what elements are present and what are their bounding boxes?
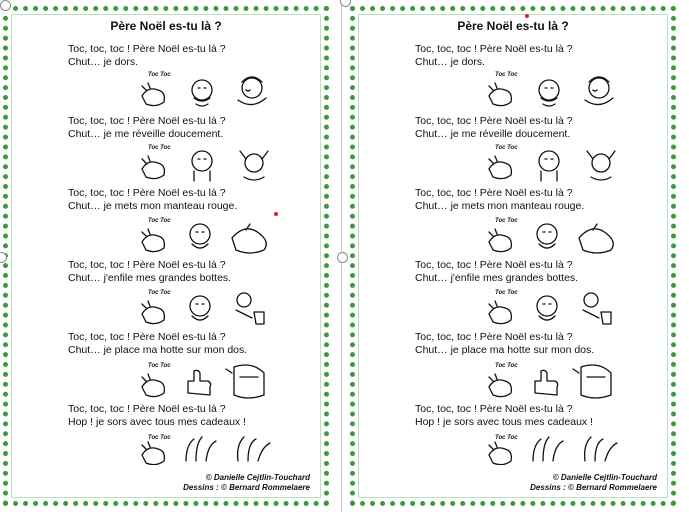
verse-2-knock: Toc, toc, toc ! Père Noël es-tu là ? bbox=[68, 115, 226, 127]
presents-santa-drawing bbox=[136, 431, 276, 465]
credits-drawings: Dessins : © Bernard Rommelaere bbox=[530, 483, 657, 492]
verse-4-illustration bbox=[136, 286, 276, 333]
verse-5-illustration bbox=[136, 359, 276, 406]
page-title: Père Noël es-tu là ? bbox=[457, 19, 569, 33]
boots-santa-drawing bbox=[483, 286, 623, 328]
toc-toc-label: Toc Toc bbox=[495, 435, 518, 441]
credits-author: © Danielle Cejtlin-Touchard bbox=[552, 473, 657, 482]
presents-santa-drawing bbox=[483, 431, 623, 465]
sack-santa-drawing bbox=[136, 359, 276, 401]
verse-5-reply: Chut… je place ma hotte sur mon dos. bbox=[415, 344, 595, 356]
verse-3-illustration bbox=[136, 214, 276, 261]
verse-3-reply: Chut… je mets mon manteau rouge. bbox=[68, 200, 238, 212]
toc-toc-label: Toc Toc bbox=[495, 363, 518, 369]
credits-author: © Danielle Cejtlin-Touchard bbox=[205, 473, 310, 482]
verse-6-illustration bbox=[483, 431, 623, 470]
verse-3-knock: Toc, toc, toc ! Père Noël es-tu là ? bbox=[68, 187, 226, 199]
red-marker-dot bbox=[525, 14, 529, 18]
verse-5-knock: Toc, toc, toc ! Père Noël es-tu là ? bbox=[415, 331, 573, 343]
verse-1-knock: Toc, toc, toc ! Père Noël es-tu là ? bbox=[68, 43, 226, 55]
toc-toc-label: Toc Toc bbox=[495, 218, 518, 224]
credits-drawings: Dessins : © Bernard Rommelaere bbox=[183, 483, 310, 492]
credits bbox=[183, 473, 310, 493]
red-marker-dot bbox=[274, 212, 278, 216]
verse-5-reply: Chut… je place ma hotte sur mon dos. bbox=[68, 344, 248, 356]
verse-6-reply: Hop ! je sors avec tous mes cadeaux ! bbox=[68, 416, 247, 428]
verse-4-reply: Chut… j'enfile mes grandes bottes. bbox=[68, 272, 232, 284]
page-title: Père Noël es-tu là ? bbox=[110, 19, 222, 33]
sleeping-santa-drawing bbox=[136, 68, 276, 110]
coat-santa-drawing bbox=[136, 214, 276, 256]
verse-1-reply: Chut… je dors. bbox=[415, 56, 486, 68]
toc-toc-label: Toc Toc bbox=[148, 218, 171, 224]
verse-1-illustration bbox=[483, 68, 623, 115]
verse-3-illustration bbox=[483, 214, 623, 261]
waking-santa-drawing bbox=[136, 141, 276, 183]
resize-handle-top-left[interactable] bbox=[0, 0, 11, 11]
credits bbox=[530, 473, 657, 493]
verse-5-knock: Toc, toc, toc ! Père Noël es-tu là ? bbox=[68, 331, 226, 343]
toc-toc-label: Toc Toc bbox=[148, 72, 171, 78]
worksheet-page-right[interactable] bbox=[350, 6, 676, 506]
verse-2-knock: Toc, toc, toc ! Père Noël es-tu là ? bbox=[415, 115, 573, 127]
verse-1-illustration bbox=[136, 68, 276, 115]
resize-handle-middle-right[interactable] bbox=[337, 252, 348, 263]
sack-santa-drawing bbox=[483, 359, 623, 401]
verse-6-knock: Toc, toc, toc ! Père Noël es-tu là ? bbox=[415, 403, 573, 415]
verse-3-knock: Toc, toc, toc ! Père Noël es-tu là ? bbox=[415, 187, 573, 199]
verse-6-illustration bbox=[136, 431, 276, 470]
verse-1-reply: Chut… je dors. bbox=[68, 56, 139, 68]
toc-toc-label: Toc Toc bbox=[495, 145, 518, 151]
verse-2-illustration bbox=[483, 141, 623, 188]
toc-toc-label: Toc Toc bbox=[148, 435, 171, 441]
verse-4-knock: Toc, toc, toc ! Père Noël es-tu là ? bbox=[415, 259, 573, 271]
verse-2-reply: Chut… je me réveille doucement. bbox=[415, 128, 571, 140]
toc-toc-label: Toc Toc bbox=[495, 290, 518, 296]
verse-3-reply: Chut… je mets mon manteau rouge. bbox=[415, 200, 585, 212]
sleeping-santa-drawing bbox=[483, 68, 623, 110]
verse-2-illustration bbox=[136, 141, 276, 188]
toc-toc-label: Toc Toc bbox=[148, 145, 171, 151]
verse-5-illustration bbox=[483, 359, 623, 406]
worksheet-page-left[interactable] bbox=[3, 6, 329, 506]
verse-4-reply: Chut… j'enfile mes grandes bottes. bbox=[415, 272, 579, 284]
boots-santa-drawing bbox=[136, 286, 276, 328]
toc-toc-label: Toc Toc bbox=[148, 363, 171, 369]
verse-4-illustration bbox=[483, 286, 623, 333]
verse-6-knock: Toc, toc, toc ! Père Noël es-tu là ? bbox=[68, 403, 226, 415]
coat-santa-drawing bbox=[483, 214, 623, 256]
waking-santa-drawing bbox=[483, 141, 623, 183]
verse-1-knock: Toc, toc, toc ! Père Noël es-tu là ? bbox=[415, 43, 573, 55]
toc-toc-label: Toc Toc bbox=[495, 72, 518, 78]
verse-6-reply: Hop ! je sors avec tous mes cadeaux ! bbox=[415, 416, 594, 428]
verse-4-knock: Toc, toc, toc ! Père Noël es-tu là ? bbox=[68, 259, 226, 271]
verse-2-reply: Chut… je me réveille doucement. bbox=[68, 128, 224, 140]
toc-toc-label: Toc Toc bbox=[148, 290, 171, 296]
